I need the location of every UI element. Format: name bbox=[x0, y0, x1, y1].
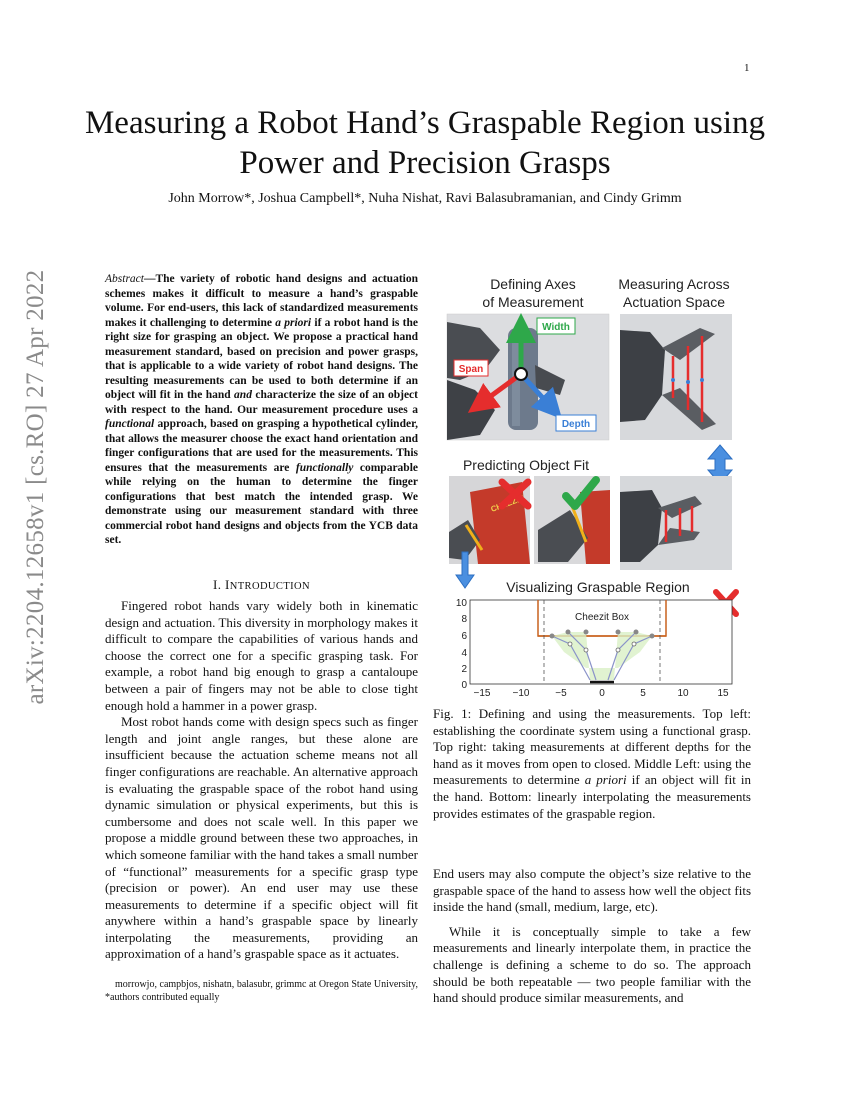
section-heading-introduction bbox=[105, 577, 418, 593]
graspable-region-plot bbox=[456, 598, 732, 699]
right-column-body bbox=[433, 866, 751, 1007]
caption-text-1: Defining and using the measurements. Top left: establishing the coordinate system using a functional grasp. Top right: taking measurements at different depths for the hand as it moves from open to closed. Middle Left: using the measurements to determine bbox=[433, 706, 751, 788]
abstract-text-4: approach, based on grasping a hypothetical cylinder, that allows the measurer choose the exact hand orientation and finger configurations that are used for the measurements. This ensures that the measurements are bbox=[105, 418, 418, 474]
y-tick-8: 8 bbox=[461, 614, 467, 625]
caption-label: Fig. 1: bbox=[433, 706, 479, 721]
abstract-label: Abstract bbox=[105, 273, 144, 285]
figure-1 bbox=[440, 270, 745, 700]
figure-caption bbox=[433, 706, 751, 822]
abstract-emphasis-4: functionally bbox=[295, 461, 354, 474]
fig-title-measuring-2: Actuation Space bbox=[623, 294, 725, 310]
y-tick-0: 0 bbox=[461, 680, 467, 691]
caption-emphasis: a priori bbox=[584, 772, 627, 788]
x-tick-10: 10 bbox=[677, 688, 689, 699]
x-tick-m10: −10 bbox=[512, 688, 530, 699]
page-number: 1 bbox=[744, 62, 750, 74]
photo-defining-axes bbox=[447, 314, 609, 440]
axis-label-span: Span bbox=[458, 364, 484, 375]
right-paragraph-1: End users may also compute the object’s size relative to the graspable space of the hand to assess how well the object fits inside the hand (small, medium, large, etc). bbox=[433, 866, 751, 915]
paper-title: Measuring a Robot Hand’s Graspable Region using Power and Precision Grasps bbox=[84, 105, 766, 181]
photo-measuring-closed bbox=[620, 476, 732, 570]
abstract-emphasis-3: functional bbox=[105, 418, 155, 430]
author-list: John Morrow*, Joshua Campbell*, Nuha Nishat, Ravi Balasubramanian, and Cindy Grimm bbox=[168, 191, 682, 206]
x-tick-m15: −15 bbox=[473, 688, 491, 699]
author-footnote: morrowjo, campbjos, nishatn, balasubr, grimmc at Oregon State University, *authors contributed equally bbox=[105, 979, 418, 1003]
x-tick-0: 0 bbox=[599, 688, 605, 699]
abstract bbox=[105, 272, 418, 548]
section-title-rest: NTRODUCTION bbox=[229, 581, 310, 592]
photo-fit-success bbox=[534, 476, 610, 564]
abstract-text-2: if a robot hand is the right size for grasping an object. We propose a practical hand measurement standard, based on precision and power grasps, that is applicable to a wide variety of robot hand designs. The resulting measurements can be used to both determine if an object will fit in the hand bbox=[105, 316, 418, 401]
axis-label-width: Width bbox=[542, 322, 570, 333]
y-tick-6: 6 bbox=[461, 631, 467, 642]
y-tick-2: 2 bbox=[461, 664, 467, 675]
x-tick-15: 15 bbox=[717, 688, 729, 699]
photo-measuring-open bbox=[620, 314, 732, 440]
section-numeral: I. bbox=[213, 577, 226, 592]
arxiv-identifier bbox=[16, 269, 56, 705]
fig-title-visualizing: Visualizing Graspable Region bbox=[506, 579, 690, 595]
abstract-text-5: comparable while relying on the human to determine the finger configurations that best match the intended grasp. We demonstrate using our measurement standard with three commercial robot hand designs and objects from the YCB data set. bbox=[105, 461, 418, 546]
caption-text-2: if an object will fit in the hand. Bottom: linearly interpolating the measurements provides estimates of the graspable region. bbox=[433, 772, 752, 821]
abstract-text-3: characterize the size of an object with respect to the hand. Our measurement procedure uses a bbox=[105, 389, 418, 416]
intro-paragraph-1: Fingered robot hands vary widely both in kinematic design and actuation. This diversity in morphology makes it difficult to compare the capabilities of various hands and choose the correct one for a specific grasping task. For example, a robot hand big enough to grasp a cantaloupe between a pair of fingers may not be able to close tight enough hold a hammer in a power grasp. bbox=[105, 598, 418, 713]
y-tick-10: 10 bbox=[455, 598, 467, 609]
plot-object-label: Cheezit Box bbox=[575, 612, 629, 623]
x-tick-m5: −5 bbox=[555, 688, 567, 699]
section-title-initial: I bbox=[225, 577, 230, 592]
intro-paragraph-2: Most robot hands come with design specs such as finger length and joint angle ranges, but these alone are insufficient because the actuation scheme means not all finger configurations are reachable. An alternative approach is evaluating the graspable space of the robot hand using dynamic simulation or physical experiments, but this is cumbersome and does not scale well. In this paper we propose a middle ground between these two approaches, in which someone familiar with the hand takes a small number of “functional” measurements for a specific grasp type (precision or power). An end user may use these measurements to determine if a specific object will fit anywhere within a hand’s graspable space by linearly interpolating the measurements, providing an approximation of a hand’s graspable space as it actuates. bbox=[105, 714, 418, 962]
arxiv-identifier-text: arXiv:2204.12658v1 [cs.RO] 27 Apr 2022 bbox=[22, 269, 49, 705]
abstract-emphasis-1: a priori bbox=[275, 316, 312, 329]
abstract-emphasis-2: and bbox=[234, 389, 252, 401]
axis-label-depth: Depth bbox=[561, 419, 591, 430]
abstract-text-1: —The variety of robotic hand designs and actuation schemes makes it difficult to measure a hand’s graspable volume. For end-users, this lack of standardized measurements makes it challenging to determine bbox=[105, 273, 418, 329]
fig-title-predicting-fit: Predicting Object Fit bbox=[462, 457, 590, 473]
fig-title-defining-axes-2: of Measurement bbox=[482, 294, 584, 310]
x-tick-5: 5 bbox=[640, 688, 646, 699]
fig-title-measuring-1: Measuring Across bbox=[618, 276, 730, 292]
right-paragraph-2: While it is conceptually simple to take a few measurements and linearly interpolate them, in practice the challenge is defining a scheme to do so. The approach should be both repeatable — two people familiar with the hand should produce similar measurements, and bbox=[433, 923, 751, 1006]
y-tick-4: 4 bbox=[461, 648, 467, 659]
photo-fit-fail bbox=[449, 476, 530, 564]
introduction-body bbox=[105, 598, 418, 963]
fig-title-defining-axes-1: Defining Axes bbox=[490, 276, 576, 292]
